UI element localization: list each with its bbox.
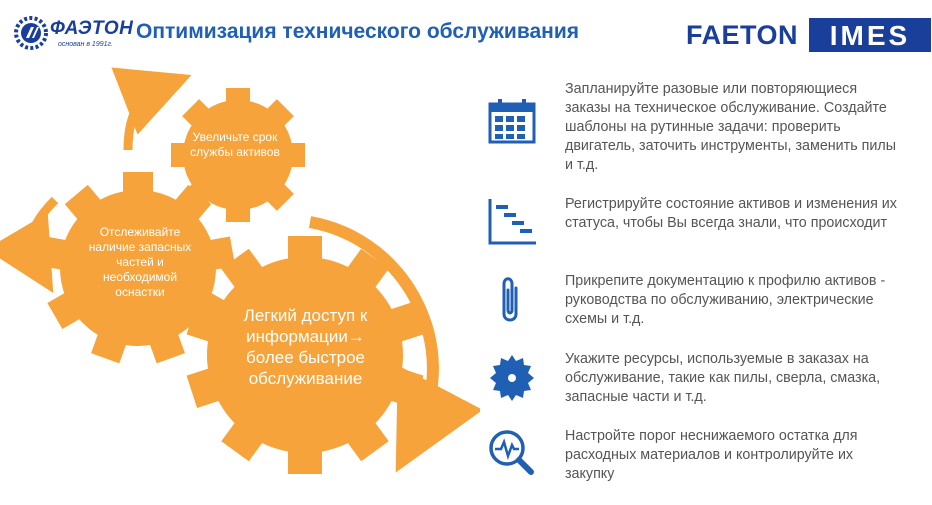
feature-text: Прикрепите документацию к профилю активов - руководства по обслуживанию, электрические схемы и т.д. — [565, 273, 886, 327]
feature-text: Настройте порог неснижаемого остатка для расходных материалов и контролируйте их закупку — [565, 428, 858, 482]
faeton-imes-logo-faeton: FAETON — [686, 20, 799, 50]
gantt-chart-icon — [486, 195, 538, 247]
gears-illustration — [0, 60, 480, 505]
page-title: Оптимизация технического обслуживания — [136, 20, 579, 43]
feature-text: Регистрируйте состояние активов и изменения их статуса, чтобы Вы всегда знали, что происходит — [565, 196, 897, 231]
arrow-up-icon — [128, 88, 158, 150]
faeton-logo-subtitle: основан в 1991г. — [58, 41, 113, 48]
faeton-gear-logo-icon — [12, 14, 50, 52]
paperclip-icon — [486, 274, 538, 326]
calendar-icon — [486, 96, 538, 148]
magnifier-pulse-icon — [486, 427, 538, 479]
saw-blade-icon — [486, 352, 538, 404]
faeton-imes-logo-imes: IMES — [809, 18, 931, 52]
feature-text: Запланируйте разовые или повторяющиеся заказы на техническое обслуживание. Создайте шаблоны на рутинные задачи: проверить двигатель, заточить инструменты, заменить пилы и т.д. — [565, 81, 896, 173]
faeton-logo — [12, 14, 134, 54]
gear-medium-label: Отслеживайте наличие запасных частей и необходимой оснастки — [88, 225, 192, 299]
feature-text: Укажите ресурсы, используемые в заказах на обслуживание, такие как пилы, сверла, смазка, запасные части и т.д. — [565, 351, 881, 405]
gear-large-label: Легкий доступ к информации→ более быстрое обслуживание — [243, 306, 368, 388]
gear-small-label: Увеличьте срок службы активов — [190, 130, 280, 159]
faeton-logo-name: ФАЭТОН — [50, 18, 134, 39]
